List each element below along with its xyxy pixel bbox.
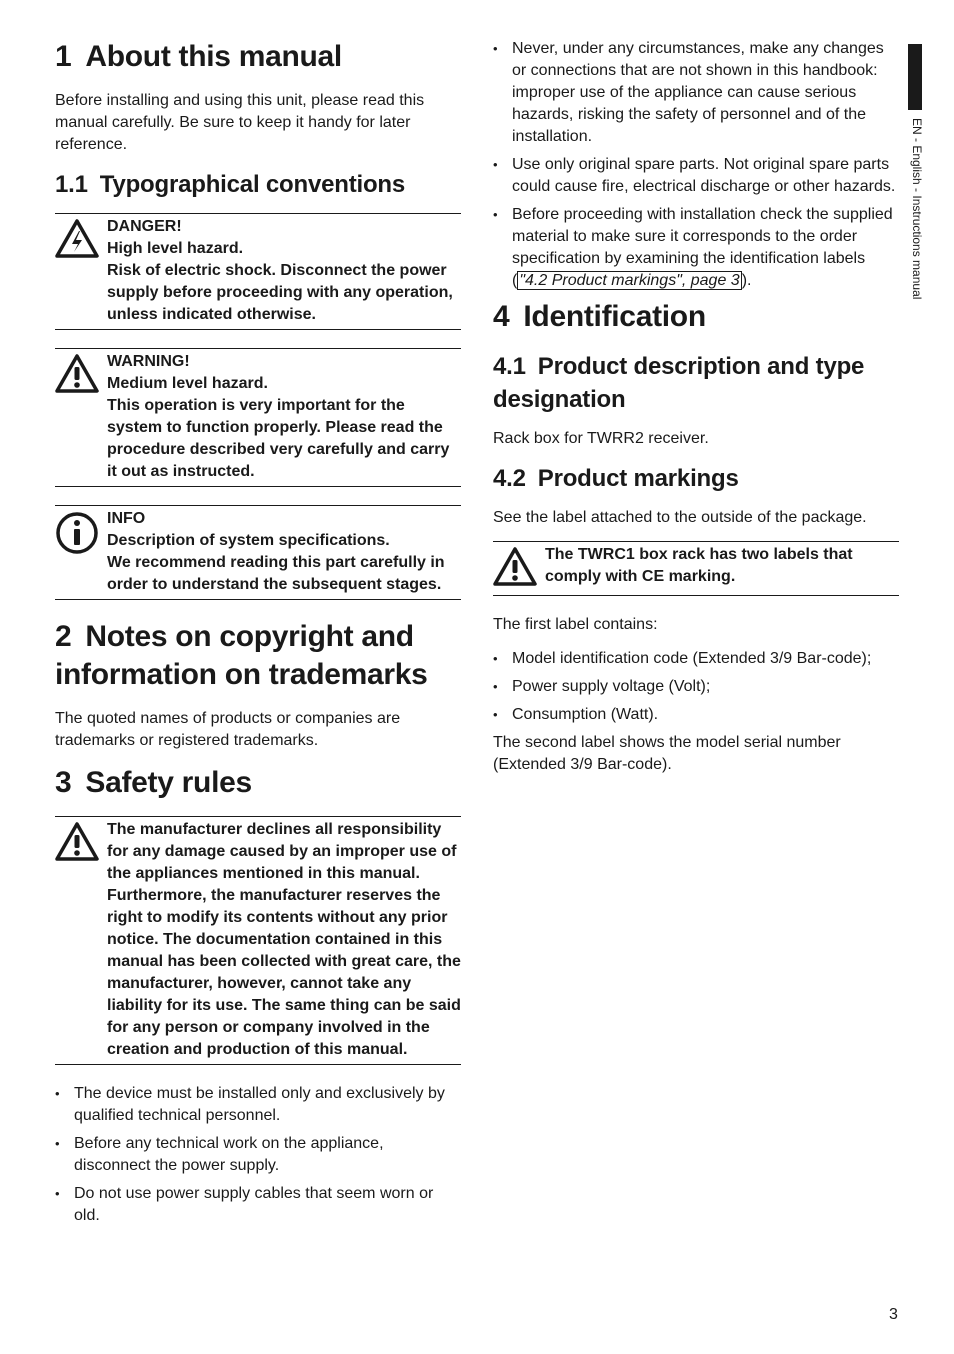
first-label-list — [493, 648, 899, 726]
section-3-heading: 3 Safety rules — [55, 766, 252, 799]
section-1-heading: 1 About this manual — [55, 40, 342, 73]
warning-level: Medium level hazard. — [107, 375, 268, 392]
list-item: • Power supply voltage (Volt); — [493, 676, 899, 698]
section-4-1-body: Rack box for TWRR2 receiver. — [493, 430, 709, 447]
safety-bullet-list-continued — [493, 38, 899, 292]
list-item: • Never, under any circumstances, make any changes or connections that are not shown in this handbook: improper use of the appliance can cause serious hazards, risking the safety of personnel and of the installation. — [493, 38, 899, 148]
section-1-intro: Before installing and using this unit, please read this manual carefully. Be sure to keep it handy for later reference. — [55, 92, 425, 153]
list-item: • Before any technical work on the appliance, disconnect the power supply. — [55, 1133, 461, 1177]
language-tab-marker — [908, 44, 922, 110]
warning-text: This operation is very important for the system to function properly. Please read the procedure described very carefully and carry it out as instructed. — [107, 397, 450, 480]
list-item: • Do not use power supply cables that seem worn or old. — [55, 1183, 461, 1227]
list-item: • Use only original spare parts. Not original spare parts could cause fire, electrical discharge or other hazards. — [493, 154, 899, 198]
info-text: We recommend reading this part carefully in order to understand the subsequent stages. — [107, 554, 445, 593]
warning-icon — [493, 544, 545, 592]
safety-bullet-list — [55, 1083, 461, 1227]
markings-warning-box — [493, 541, 899, 596]
warning-icon — [55, 819, 107, 1061]
section-4-2-body: See the label attached to the outside of the package. — [493, 509, 867, 526]
section-4-2-heading: 4.2 Product markings — [493, 465, 739, 492]
danger-text: Risk of electric shock. Disconnect the power supply before proceeding with any operation, unless indicated otherwise. — [107, 262, 453, 323]
cross-reference-link[interactable]: "4.2 Product markings", page 3 — [519, 272, 740, 289]
page-number: 3 — [889, 1306, 898, 1323]
electric-hazard-icon — [55, 216, 107, 326]
info-box — [55, 505, 461, 600]
info-icon — [55, 508, 107, 596]
danger-level: High level hazard. — [107, 240, 244, 257]
info-title: INFO — [107, 510, 146, 527]
danger-title: DANGER! — [107, 218, 182, 235]
first-label-intro: The first label contains: — [493, 616, 658, 633]
section-2-body: The quoted names of products or companies are trademarks or registered trademarks. — [55, 710, 401, 749]
section-2-heading: 2 Notes on copyright and information on trademarks — [55, 620, 428, 691]
list-item: • Model identification code (Extended 3/9 Bar-code); — [493, 648, 899, 670]
warning-icon — [55, 351, 107, 483]
list-item: • Before proceeding with installation check the supplied material to make sure it corresponds to the order specification by examining the identification labels ( "4.2 Product markings", page 3 ). — [493, 204, 899, 292]
safety-warning-box — [55, 816, 461, 1065]
list-item: • Consumption (Watt). — [493, 704, 899, 726]
markings-warning-text: The TWRC1 box rack has two labels that comply with CE marking. — [545, 546, 853, 585]
danger-box — [55, 213, 461, 330]
safety-warning-text: The manufacturer declines all responsibility for any damage caused by an improper use of the appliances mentioned in this manual. Furthermore, the manufacturer reserves the right to modify its contents without any prior notice. The documentation contained in this manual has been collected with great care, the manufacturer, however, cannot take any liability for its use. The same thing can be said for any person or company involved in the creation and production of this manual. — [107, 821, 461, 1058]
warning-box — [55, 348, 461, 487]
left-column — [55, 38, 461, 1233]
right-column — [493, 38, 899, 788]
section-4-heading: 4 Identification — [493, 300, 706, 333]
second-label-text: The second label shows the model serial number (Extended 3/9 Bar-code). — [493, 734, 841, 773]
warning-title: WARNING! — [107, 353, 190, 370]
list-item: • The device must be installed only and exclusively by qualified technical personnel. — [55, 1083, 461, 1127]
language-sidebar-label: EN - English - Instructions manual — [910, 118, 924, 300]
info-subtitle: Description of system specifications. — [107, 532, 390, 549]
section-1-1-heading: 1.1 Typographical conventions — [55, 171, 406, 198]
section-4-1-heading: 4.1 Product description and type designation — [493, 353, 865, 413]
